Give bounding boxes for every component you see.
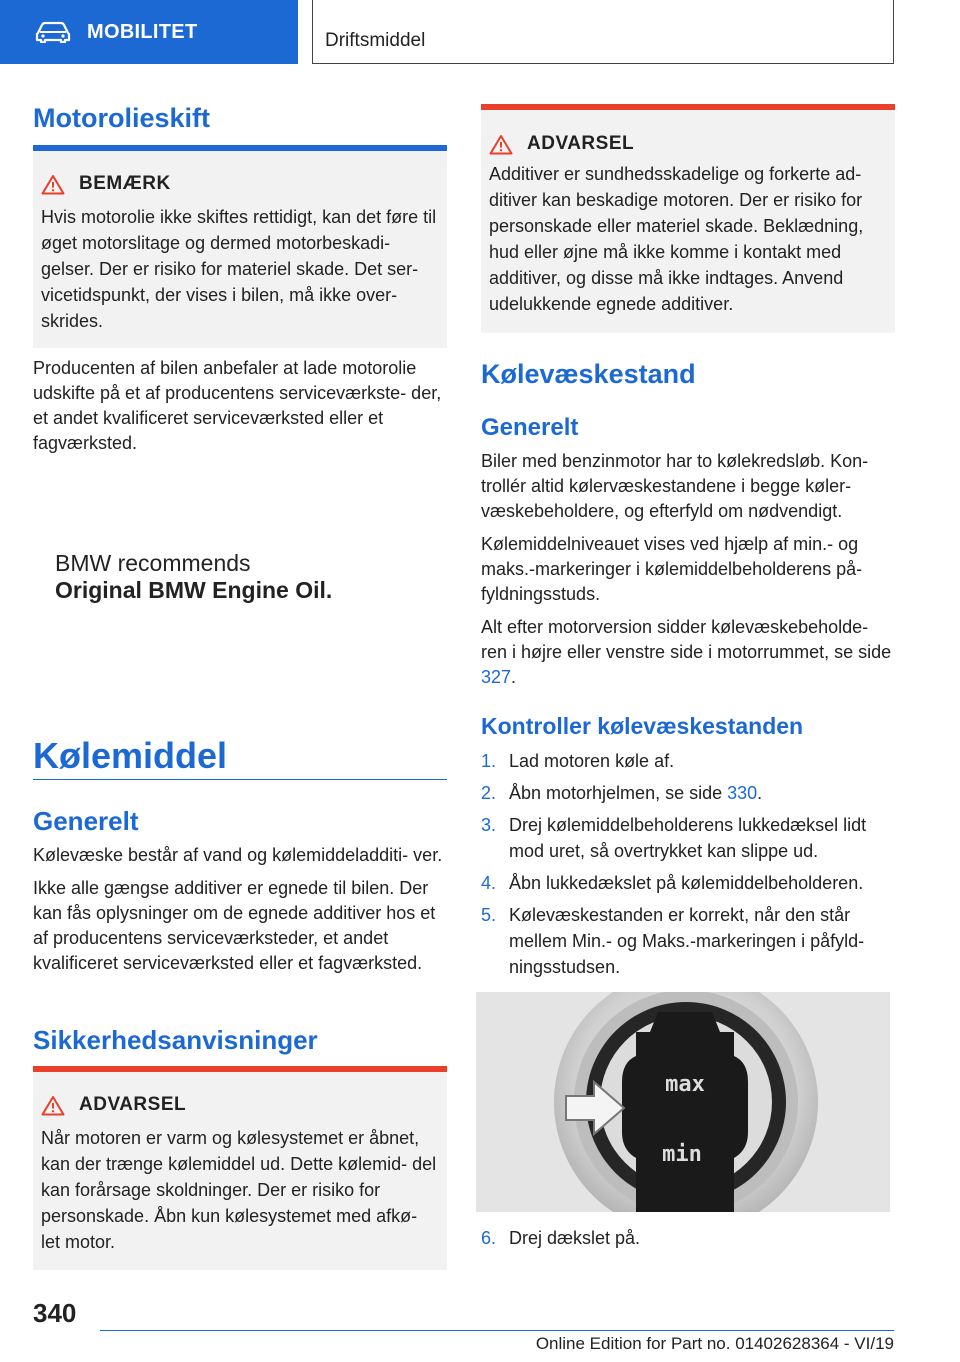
step-number: 3.	[481, 815, 497, 835]
warning-head-right	[489, 133, 634, 155]
oil-change-title: Motorolieskift	[33, 103, 211, 133]
warning-text-left: Når motoren er varm og kølesystemet er åbnet, kan der trænge kølemiddel ud. Dette kølemid- del kan forårsage skoldninger. Der er risiko for personskade. Åbn kun kølesystemet med afkø- let motor.	[41, 1128, 437, 1252]
level-p3-text: Alt efter motorversion sidder kølevæskebeholde- ren i højre eller venstre side i motorrummet, se side	[481, 617, 892, 662]
bmw-recommends-line2: Original BMW Engine Oil.	[55, 577, 333, 603]
footer-rule	[100, 1330, 894, 1331]
step-text: Drej kølemiddelbeholderens lukkedæksel lidt mod uret, så overtrykket kan slippe ud.	[509, 815, 867, 861]
step-2	[481, 780, 895, 806]
photo-max-label: max	[665, 1072, 705, 1097]
safety-title: Sikkerhedsanvisninger	[33, 1025, 318, 1055]
section-tab	[0, 0, 298, 64]
page-link-327[interactable]: 327	[481, 667, 512, 687]
warning-label-left: ADVARSEL	[79, 1094, 187, 1115]
step-6	[481, 1225, 895, 1251]
chapter-title: Driftsmiddel	[312, 0, 894, 64]
warning-label-right: ADVARSEL	[527, 133, 635, 154]
warning-bar-left	[33, 1066, 447, 1072]
coolant-p1: Kølevæske består af vand og kølemiddeladditi- ver.	[33, 845, 443, 865]
car-icon	[35, 21, 71, 43]
warning-bar-right	[481, 104, 895, 110]
coolant-title: Kølemiddel	[33, 735, 228, 776]
step-5	[481, 902, 895, 980]
coolant-general-body	[33, 843, 447, 984]
level-p3-post: .	[511, 667, 517, 687]
edition-text: Online Edition for Part no. 01402628364 - VI/19	[535, 1334, 894, 1353]
level-p3	[481, 615, 895, 690]
step-text: Åbn lukkedækslet på kølemiddelbeholderen.	[509, 873, 864, 893]
step-number: 4.	[481, 873, 497, 893]
warning-triangle-icon	[41, 1095, 65, 1116]
warning-triangle-icon	[489, 134, 513, 155]
section-label: MOBILITET	[87, 20, 198, 43]
coolant-rule	[33, 779, 447, 780]
level-general-title: Generelt	[481, 414, 579, 441]
warning-text-right: Additiver er sundhedsskadelige og forkerte ad- ditiver kan beskadige motoren. Der er risiko for personskade eller materiel skade. Beklædning, hud eller øjne må ikke komme i kontakt med additiver, og disse må ikke indtages. Anvend udelukkende egnede additiver.	[489, 164, 864, 314]
notice-bar	[33, 145, 447, 151]
step-text-post: .	[757, 783, 763, 803]
level-p1: Biler med benzinmotor har to kølekredsløb. Kon- trollér altid kølervæskestandene i begge køler- væskebeholdere, og efterfyld om nødvendigt.	[481, 451, 869, 521]
warning-box-left	[33, 1066, 447, 1270]
coolant-level-title: Kølevæskestand	[481, 359, 696, 389]
warning-triangle-icon	[41, 174, 65, 195]
notice-text: Hvis motorolie ikke skiftes rettidigt, kan det føre til øget motorslitage og dermed motorbeskadi- gelser. Der er risiko for materiel skade. Det ser- vicetidspunkt, der vises i bilen, må ikke over- skrides.	[41, 207, 437, 331]
page-number: 340	[33, 1298, 77, 1328]
step-number: 2.	[481, 783, 497, 803]
notice-box	[33, 145, 447, 348]
notice-head	[41, 173, 171, 195]
photo-min-label: min	[662, 1142, 702, 1167]
reservoir-illustration	[476, 992, 890, 1212]
warning-head-left	[41, 1094, 186, 1116]
step-text: Drej dækslet på.	[509, 1228, 641, 1248]
step-number: 1.	[481, 751, 497, 771]
step-3	[481, 812, 895, 864]
step-text: Lad motoren køle af.	[509, 751, 675, 771]
coolant-p2: Ikke alle gængse additiver er egnede til bilen. Der kan fås oplysninger om de egnede additiver hos et af producentens serviceværksteder, et andet kvalificeret serviceværksted eller et fagværksted.	[33, 878, 436, 973]
notice-label: BEMÆRK	[79, 173, 171, 194]
step-number: 5.	[481, 905, 497, 925]
step-1	[481, 748, 895, 774]
coolant-reservoir-photo	[476, 992, 890, 1212]
level-general-body	[481, 449, 895, 698]
step-text: Kølevæskestanden er korrekt, når den står mellem Min.- og Maks.-markeringen i påfyld- ningsstudsen.	[509, 905, 865, 977]
oil-paragraph-text: Producenten af bilen anbefaler at lade motorolie udskifte på et af producentens serviceværkste- der, et andet kvalificeret serviceværksted eller et fagværksted.	[33, 358, 442, 453]
step-number: 6.	[481, 1228, 497, 1248]
oil-paragraph	[33, 356, 447, 464]
page-link-330[interactable]: 330	[727, 783, 758, 803]
step-text: Åbn motorhjelmen, se side	[509, 783, 728, 803]
level-p2: Kølemiddelniveauet vises ved hjælp af min.- og maks.-markeringer i kølemiddelbeholderens på- fyldningsstuds.	[481, 534, 863, 604]
check-steps-continued	[481, 1225, 895, 1257]
coolant-general-title: Generelt	[33, 806, 139, 836]
bmw-recommends-line1: BMW recommends	[55, 550, 251, 576]
step-4	[481, 870, 895, 896]
check-steps	[481, 748, 895, 986]
bmw-recommends-logo	[55, 550, 435, 604]
warning-box-right	[481, 104, 895, 333]
check-level-title: Kontroller kølevæskestanden	[481, 713, 804, 739]
